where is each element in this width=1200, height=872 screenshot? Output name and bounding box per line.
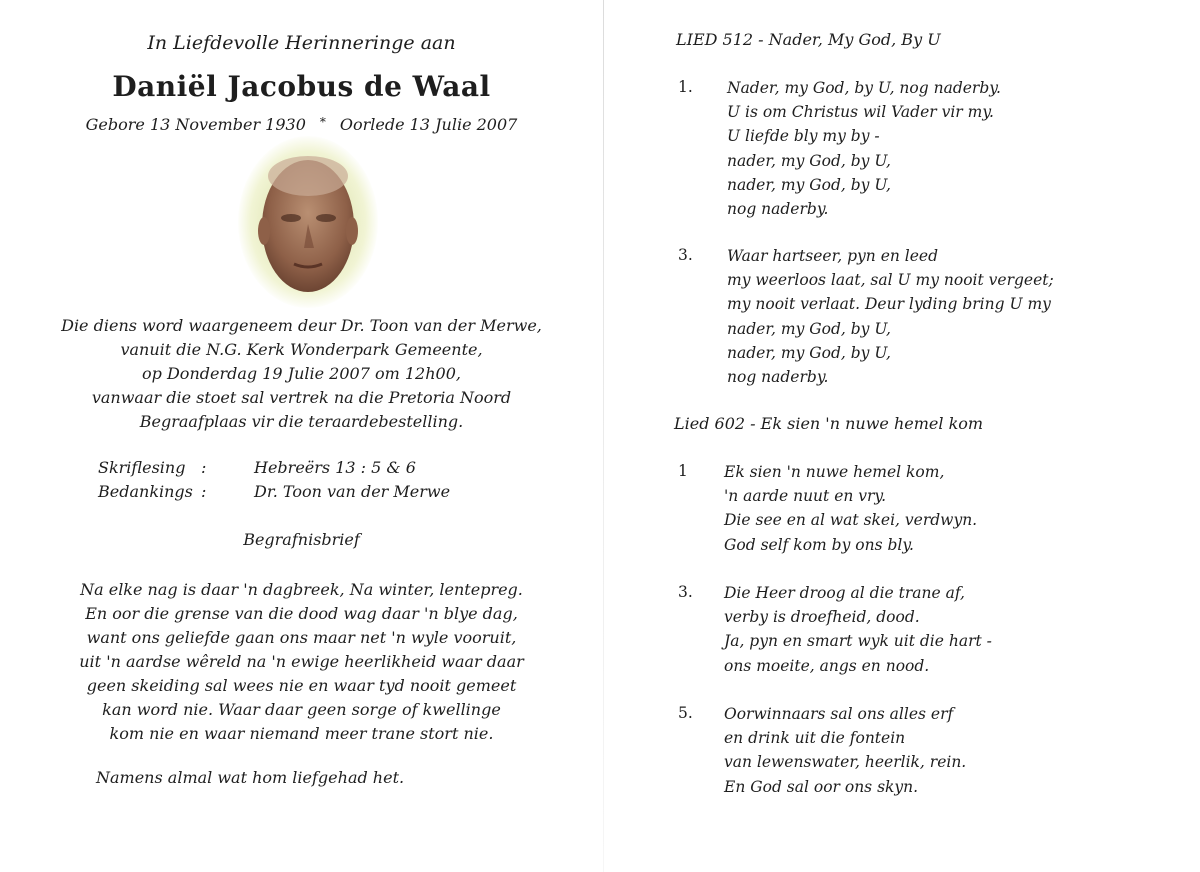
stanza-number: 1. <box>678 78 693 96</box>
stanza-line: En God sal oor ons skyn. <box>724 777 919 796</box>
deceased-name: Daniël Jacobus de Waal <box>112 70 491 103</box>
hymn-602-stanza-1 <box>724 460 977 557</box>
stanza-number: 3. <box>678 583 693 601</box>
right-page <box>604 0 1200 872</box>
birth-date: Gebore 13 November 1930 <box>85 115 306 134</box>
stanza-line: U is om Christus wil Vader vir my. <box>727 103 994 122</box>
hymn-512-title: LIED 512 - Nader, My God, By U <box>676 30 941 49</box>
program-colon: : <box>201 482 207 501</box>
poem-line: En oor die grense van die dood wag daar 'n blye dag, <box>85 604 518 623</box>
stanza-line: my weerloos laat, sal U my nooit vergeet; <box>727 271 1054 290</box>
stanza-line: 'n aarde nuut en vry. <box>724 487 887 506</box>
portrait-illustration <box>238 136 378 308</box>
stanza-line: Ek sien 'n nuwe hemel kom, <box>724 463 945 481</box>
memorial-heading: In Liefdevolle Herinneringe aan <box>147 32 456 54</box>
service-line: vanwaar die stoet sal vertrek na die Pretoria Noord <box>91 388 512 407</box>
stanza-number: 3. <box>678 246 693 264</box>
death-date: Oorlede 13 Julie 2007 <box>339 115 518 134</box>
hymn-512-stanza-1 <box>727 76 1001 221</box>
hymn-602-title: Lied 602 - Ek sien 'n nuwe hemel kom <box>674 414 984 433</box>
stanza-line: verby is droefheid, dood. <box>724 608 920 627</box>
stanza-line: Die Heer droog al die trane af, <box>724 584 965 602</box>
poem-line: kom nie en waar niemand meer trane stort nie. <box>109 724 494 743</box>
service-line: vanuit die N.G. Kerk Wonderpark Gemeente, <box>120 340 483 359</box>
stanza-line: nader, my God, by U, <box>727 343 891 362</box>
funeral-letter-title: Begrafnisbrief <box>243 530 360 549</box>
hymn-512-stanza-3 <box>727 244 1054 389</box>
stanza-line: nog naderby. <box>727 200 829 219</box>
hymn-602-stanza-5 <box>724 702 966 799</box>
stanza-line: en drink uit die fontein <box>724 729 906 748</box>
stanza-line: nader, my God, by U, <box>727 319 891 338</box>
stanza-number: 5. <box>678 704 693 722</box>
closing-line: Namens almal wat hom liefgehad het. <box>96 768 405 787</box>
stanza-line: nog naderby. <box>727 368 829 387</box>
life-dates <box>0 115 603 134</box>
portrait-photo <box>238 136 378 308</box>
service-line: Die diens word waargeneem deur Dr. Toon van der Merwe, <box>61 316 542 335</box>
hymn-602-stanza-3 <box>724 581 992 678</box>
stanza-line: U liefde bly my by - <box>727 127 880 146</box>
program-colon: : <box>201 458 207 477</box>
program-label-scripture: Skriflesing <box>98 458 186 477</box>
funeral-letter-text <box>0 578 603 746</box>
poem-line: kan word nie. Waar daar geen sorge of kwellinge <box>102 700 501 719</box>
stanza-line: Die see en al wat skei, verdwyn. <box>724 511 978 530</box>
date-separator: * <box>319 115 326 129</box>
program-value-thanks: Dr. Toon van der Merwe <box>254 482 451 501</box>
stanza-line: Ja, pyn en smart wyk uit die hart - <box>724 632 992 651</box>
stanza-line: Waar hartseer, pyn en leed <box>727 247 939 265</box>
stanza-line: nader, my God, by U, <box>727 151 891 170</box>
stanza-line: my nooit verlaat. Deur lyding bring U my <box>727 295 1051 314</box>
service-details <box>0 314 603 434</box>
poem-line: geen skeiding sal wees nie en waar tyd nooit gemeet <box>86 676 517 695</box>
program-label-thanks: Bedankings <box>98 482 193 501</box>
stanza-line: God self kom by ons bly. <box>724 535 914 554</box>
stanza-line: Nader, my God, by U, nog naderby. <box>727 79 1001 97</box>
poem-line: uit 'n aardse wêreld na 'n ewige heerlikheid waar daar <box>79 652 524 671</box>
stanza-line: nader, my God, by U, <box>727 175 891 194</box>
service-line: Begraafplaas vir die teraardebestelling. <box>139 412 464 431</box>
stanza-line: van lewenswater, heerlik, rein. <box>724 753 967 772</box>
poem-line: want ons geliefde gaan ons maar net 'n wyle vooruit, <box>86 628 517 647</box>
program-value-scripture: Hebreërs 13 : 5 & 6 <box>254 458 416 477</box>
stanza-number: 1 <box>678 462 688 480</box>
service-line: op Donderdag 19 Julie 2007 om 12h00, <box>142 364 461 383</box>
stanza-line: ons moeite, angs en nood. <box>724 656 930 675</box>
stanza-line: Oorwinnaars sal ons alles erf <box>724 705 954 723</box>
poem-line: Na elke nag is daar 'n dagbreek, Na winter, lentepreg. <box>80 580 523 599</box>
